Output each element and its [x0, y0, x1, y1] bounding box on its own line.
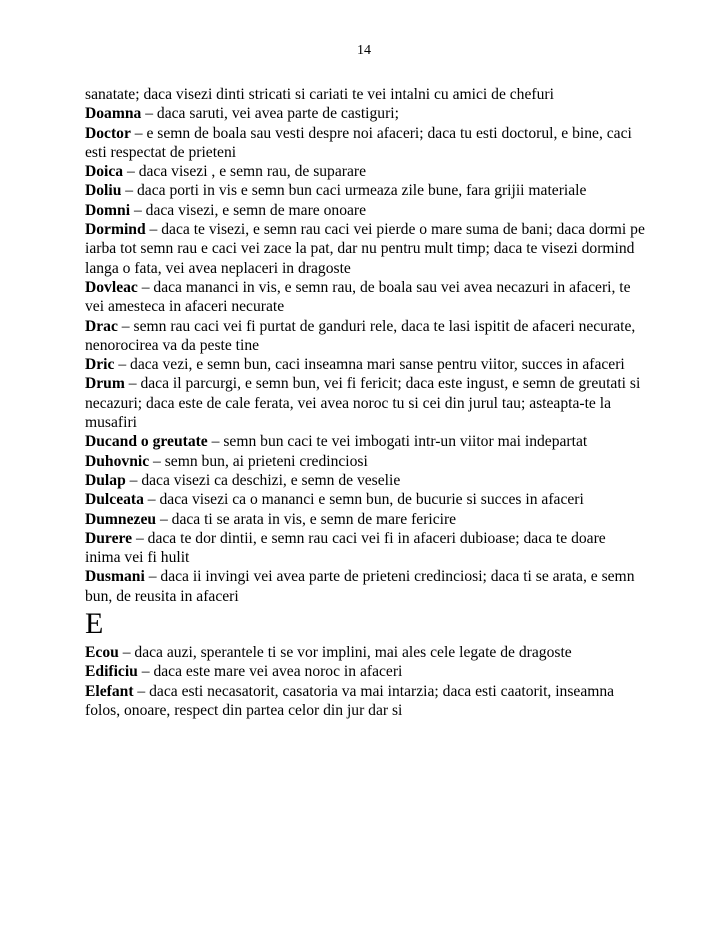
entry-definition: – daca mananci in vis, e semn rau, de boala sau vei avea necazuri in afaceri, te vei amesteca in afaceri necurate: [85, 278, 631, 316]
entries-letter-d: [85, 104, 645, 606]
dictionary-entry: [85, 220, 645, 278]
entry-definition: – e semn de boala sau vesti despre noi afaceri; daca tu esti doctorul, e bine, caci esti respectat de prieteni: [85, 124, 632, 161]
dictionary-entry: [85, 278, 645, 317]
dictionary-entry: [85, 162, 645, 181]
entry-term: Durere: [85, 529, 133, 547]
dictionary-entry: [85, 181, 645, 200]
entry-term: Dusmani: [85, 568, 145, 586]
dictionary-entry: [85, 643, 645, 662]
entry-term: Dovleac: [85, 278, 138, 296]
dictionary-entry: [85, 529, 645, 568]
entry-term: Dormind: [85, 221, 146, 239]
dictionary-entry: [85, 432, 645, 451]
entry-definition: – daca ii invingi vei avea parte de prieteni credinciosi; daca ti se arata, e semn bun, de reusita in afaceri: [85, 568, 635, 605]
dictionary-entry: [85, 104, 645, 123]
dictionary-entry: [85, 510, 645, 529]
entry-term: Elefant: [85, 682, 134, 700]
entry-term: Doctor: [85, 124, 131, 142]
entry-term: Dulap: [85, 471, 126, 489]
entry-definition: – daca auzi, sperantele ti se vor implini, mai ales cele legate de dragoste: [118, 644, 572, 662]
entry-definition: – daca este mare vei avea noroc in afaceri: [137, 663, 403, 681]
entry-definition: – daca visezi, e semn de mare onoare: [130, 201, 367, 219]
entry-definition: – daca te dor dintii, e semn rau caci vei fi in afaceri dubioase; daca te doare inima vei fi hulit: [85, 529, 606, 567]
entry-term: Ducand o greutate: [85, 433, 208, 451]
dictionary-entry: [85, 355, 645, 374]
dictionary-entry: [85, 662, 645, 681]
entry-definition: – daca vezi, e semn bun, caci inseamna mari sanse pentru viitor, succes in afaceri: [114, 356, 625, 374]
entry-term: Doica: [85, 163, 124, 181]
entry-term: Duhovnic: [85, 452, 150, 470]
dictionary-entry: [85, 471, 645, 490]
entry-term: Doliu: [85, 182, 122, 200]
entry-definition: – daca ti se arata in vis, e semn de mare fericire: [156, 510, 457, 528]
entries-letter-e: [85, 643, 645, 720]
entry-definition: – daca te visezi, e semn rau caci vei pierde o mare suma de bani; daca dormi pe iarba tot semn rau e caci vei zace la pat, dar nu pentru mult timp; daca te visezi dormind langa o fata, vei avea neplaceri in dragoste: [85, 221, 645, 277]
dictionary-text: [85, 85, 645, 720]
letter-heading-e: E: [85, 607, 104, 641]
entry-definition: – daca porti in vis e semn bun caci urmeaza zile bune, fara grijii materiale: [121, 182, 587, 200]
dictionary-entry: [85, 201, 645, 220]
entry-term: Doamna: [85, 105, 142, 123]
dictionary-entry: [85, 317, 645, 356]
entry-definition: – daca visezi ca deschizi, e semn de veselie: [125, 471, 401, 489]
entry-definition: – semn bun caci te vei imbogati intr-un viitor mai indepartat: [207, 433, 588, 451]
dictionary-entry: [85, 374, 645, 432]
continuation-paragraph: sanatate; daca visezi dinti stricati si cariati te vei intalni cu amici de chefuri: [85, 86, 554, 103]
entry-definition: – daca saruti, vei avea parte de castiguri;: [141, 105, 399, 123]
entry-term: Ecou: [85, 644, 119, 662]
entry-definition: – semn bun, ai prieteni credinciosi: [149, 452, 368, 470]
dictionary-entry: [85, 452, 645, 471]
entry-term: Drum: [85, 375, 125, 393]
entry-definition: – daca visezi ca o mananci e semn bun, de bucurie si succes in afaceri: [143, 491, 584, 509]
entry-term: Drac: [85, 317, 118, 335]
dictionary-entry: [85, 682, 645, 721]
entry-definition: – daca visezi , e semn rau, de suparare: [123, 163, 367, 181]
entry-term: Dulceata: [85, 491, 144, 509]
entry-term: Dric: [85, 356, 115, 374]
entry-definition: – daca esti necasatorit, casatoria va mai intarzia; daca esti caatorit, inseamna folos, onoare, respect din partea celor din jur dar si: [85, 682, 615, 719]
dictionary-entry: [85, 124, 645, 163]
entry-definition: – semn rau caci vei fi purtat de ganduri rele, daca te lasi ispitit de afaceri necurate, nenorocirea va da peste tine: [85, 317, 636, 354]
dictionary-entry: [85, 567, 645, 606]
dictionary-entry: [85, 490, 645, 509]
entry-term: Domni: [85, 201, 131, 219]
page-number: 14: [357, 43, 371, 58]
entry-term: Edificiu: [85, 663, 138, 681]
entry-definition: – daca il parcurgi, e semn bun, vei fi fericit; daca este ingust, e semn de greutati si necazuri; daca este de cale ferata, vei avea noroc tu si cei din jurul tau; asteapta-te la musafiri: [85, 375, 641, 432]
entry-term: Dumnezeu: [85, 510, 157, 528]
